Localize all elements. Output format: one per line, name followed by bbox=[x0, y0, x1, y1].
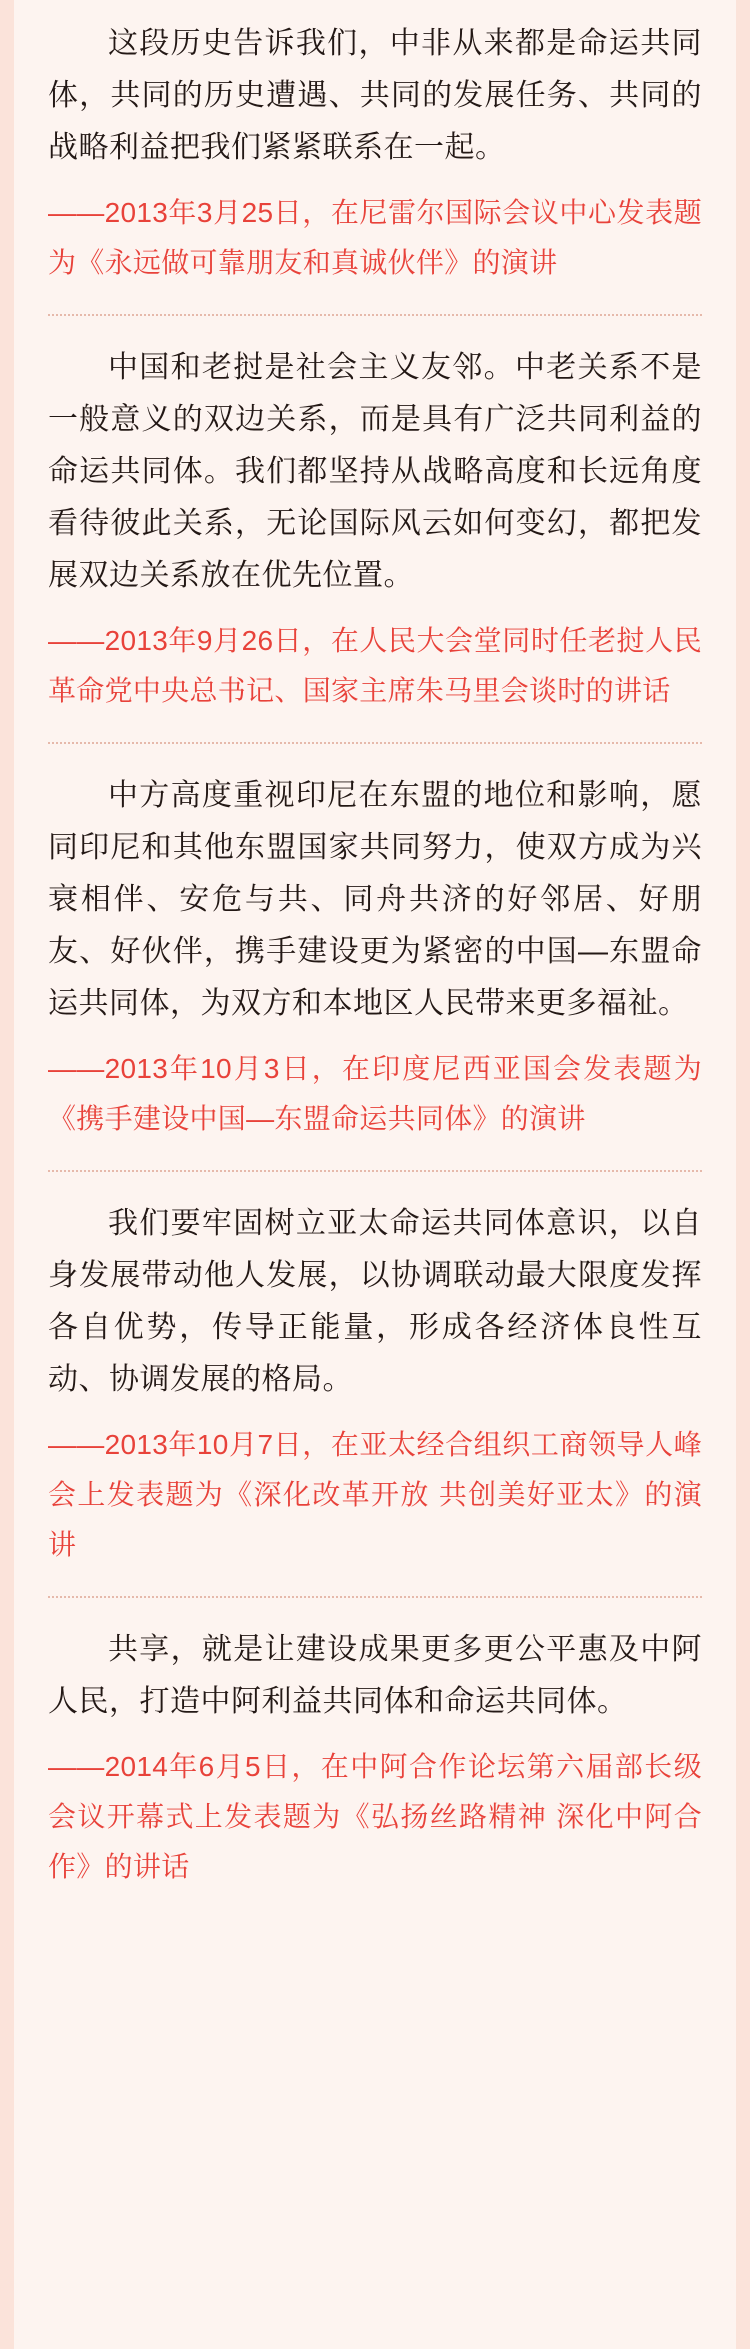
quote-entry bbox=[48, 316, 702, 742]
quote-source: ——2013年10月7日，在亚太经合组织工商领导人峰会上发表题为《深化改革开放 共创美好亚太》的演讲 bbox=[48, 1429, 702, 1560]
quote-text: 这段历史告诉我们，中非从来都是命运共同体，共同的历史遭遇、共同的发展任务、共同的战略利益把我们紧紧联系在一起。 bbox=[48, 27, 702, 164]
quote-text: 中方高度重视印尼在东盟的地位和影响，愿同印尼和其他东盟国家共同努力，使双方成为兴衰相伴、安危与共、同舟共济的好邻居、好朋友、好伙伴，携手建设更为紧密的中国—东盟命运共同体，为双方和本地区人民带来更多福祉。 bbox=[48, 779, 702, 1020]
quote-source: ——2013年3月25日，在尼雷尔国际会议中心发表题为《永远做可靠朋友和真诚伙伴》的演讲 bbox=[48, 197, 702, 278]
quote-entry bbox=[48, 1598, 702, 1918]
quote-entry bbox=[48, 744, 702, 1170]
document-body bbox=[14, 0, 736, 1918]
quote-source: ——2014年6月5日，在中阿合作论坛第六届部长级会议开幕式上发表题为《弘扬丝路精神 深化中阿合作》的讲话 bbox=[48, 1751, 702, 1882]
quote-source: ——2013年10月3日，在印度尼西亚国会发表题为《携手建设中国—东盟命运共同体》的演讲 bbox=[48, 1053, 702, 1134]
quote-text: 共享，就是让建设成果更多更公平惠及中阿人民，打造中阿利益共同体和命运共同体。 bbox=[48, 1633, 702, 1718]
quote-entry bbox=[48, 1172, 702, 1596]
quote-text: 中国和老挝是社会主义友邻。中老关系不是一般意义的双边关系，而是具有广泛共同利益的命运共同体。我们都坚持从战略高度和长远角度看待彼此关系，无论国际风云如何变幻，都把发展双边关系放在优先位置。 bbox=[48, 351, 702, 592]
quote-text: 我们要牢固树立亚太命运共同体意识，以自身发展带动他人发展，以协调联动最大限度发挥各自优势，传导正能量，形成各经济体良性互动、协调发展的格局。 bbox=[48, 1207, 702, 1396]
quote-source: ——2013年9月26日，在人民大会堂同时任老挝人民革命党中央总书记、国家主席朱马里会谈时的讲话 bbox=[48, 625, 702, 706]
quote-entry bbox=[48, 0, 702, 314]
